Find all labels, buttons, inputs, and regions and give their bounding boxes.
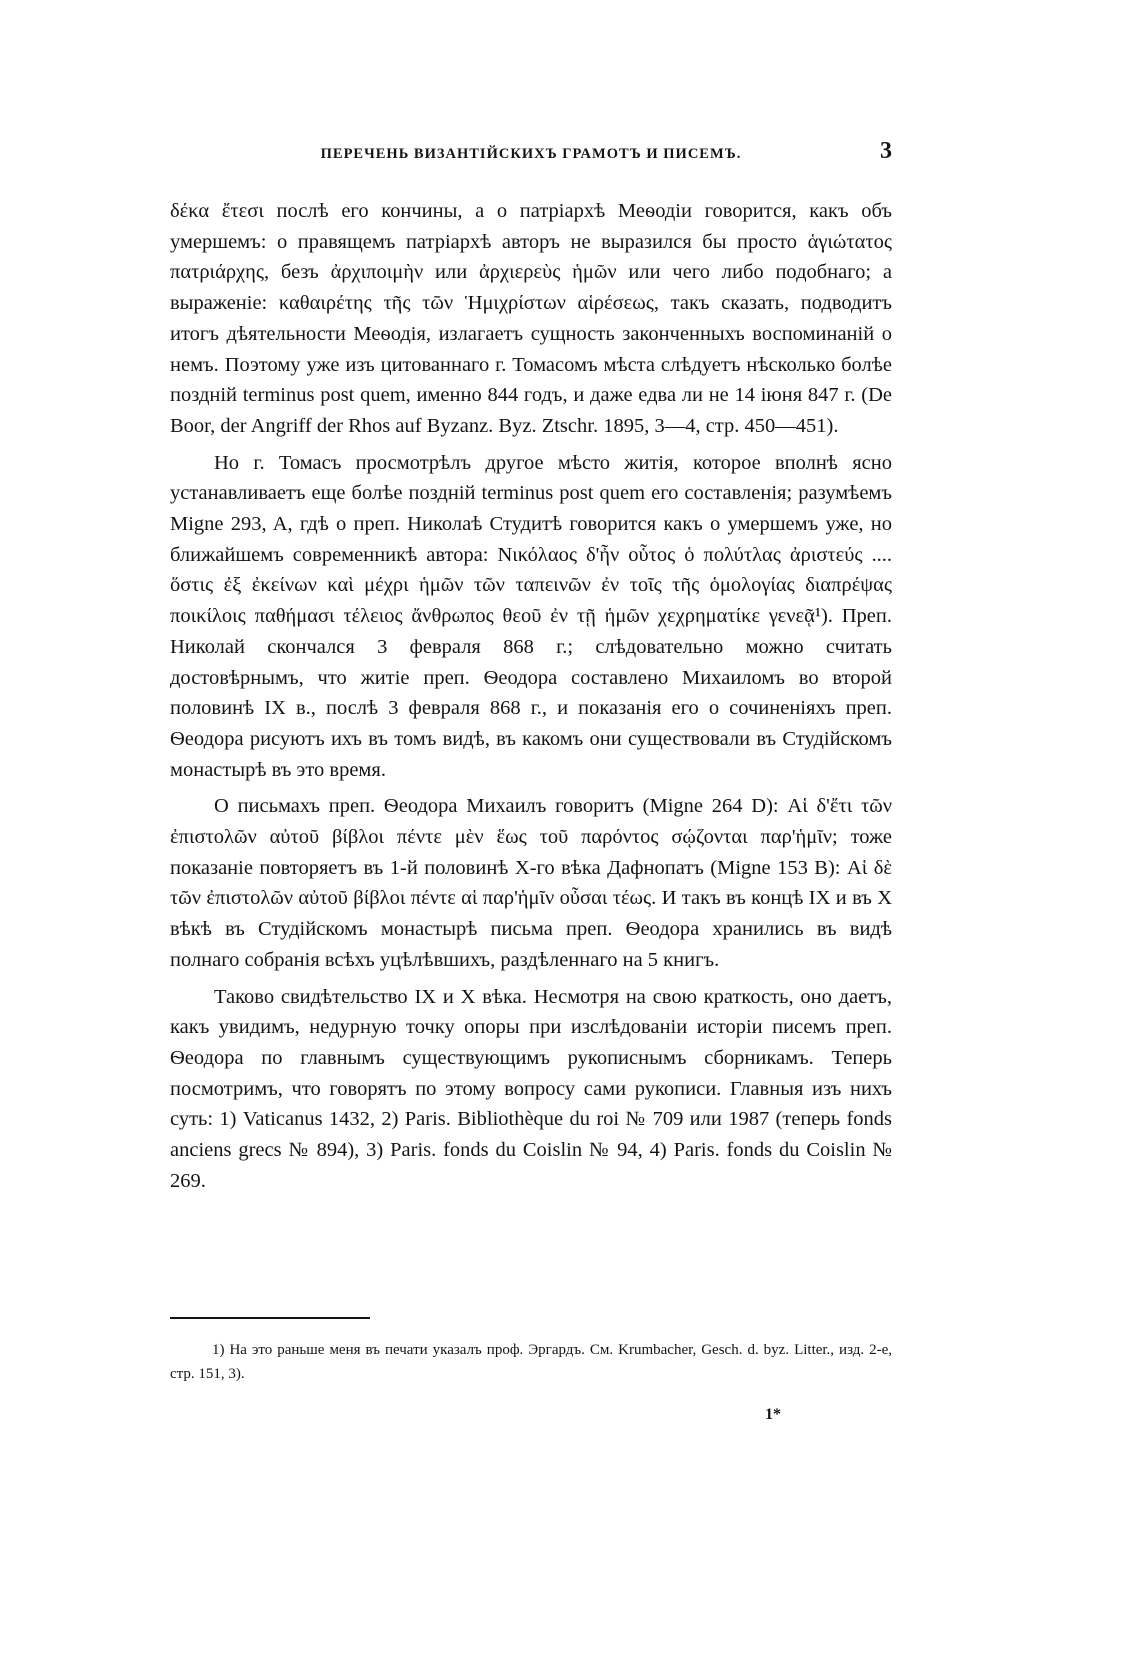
- running-head: [170, 138, 892, 168]
- paragraph-1: δέκα ἔτεσι послѣ его кончины, а о патріархѣ Меѳодіи говорится, какъ объ умершемъ: о правящемъ патріархѣ авторъ не выразился бы просто ἁγιώτατος πατριάρχης, безъ ἀρχιποιμὴν или ἀρχιερεὺς ἡμῶν или чего либо подобнаго; а выраженіе: καθαιρέτης τῆς τῶν Ἡμιχρίστων αἱρέσεως, такъ сказать, подводитъ итогъ дѣятельности Меѳодія, излагаетъ сущность законченныхъ воспоминаній о немъ. Поэтому уже изъ цитованнаго г. Томасомъ мѣста слѣдуетъ нѣсколько болѣе поздній terminus post quem, именно 844 годъ, и даже едва ли не 14 іюня 847 г. (De Boor, der Angriff der Rhos auf Byzanz. Byz. Ztschr. 1895, 3—4, стр. 450—451).: [170, 200, 892, 437]
- body-text: [170, 196, 892, 1197]
- footnote-divider: [170, 1317, 370, 1319]
- footnote: 1) На это раньше меня въ печати указалъ проф. Эргардъ. См. Krumbacher, Gesch. d. byz. Litter., изд. 2-е, стр. 151, 3).: [170, 1342, 892, 1382]
- paragraph-2: Но г. Томасъ просмотрѣлъ другое мѣсто житія, которое вполнѣ ясно устанавливаетъ еще болѣе поздній terminus post quem его составленія; разумѣемъ Migne 293, A, гдѣ о преп. Николаѣ Студитѣ говорится какъ о умершемъ уже, но ближайшемъ современникѣ автора: Νικόλαος δ'ἦν οὗτος ὁ πολύτλας ἀριστεύς .... ὅστις ἐξ ἐκείνων καὶ μέχρι ἡμῶν τῶν ταπεινῶν ἐν τοῖς τῆς ὁμολογίας διαπρέψας ποικίλοις παθήμασι τέλειος ἄνθρωπος θεοῦ ἐν τῇ ἡμῶν χεχρηματίκε γενεᾷ¹). Преп. Николай скончался 3 февраля 868 г.; слѣдовательно можно считать достовѣрнымъ, что житіе преп. Ѳеодора составлено Михаиломъ во второй половинѣ IX в., послѣ 3 февраля 868 г., и показанія его о сочиненіяхъ преп. Ѳеодора рисуютъ ихъ въ томъ видѣ, въ какомъ они существовали въ Студійскомъ монастырѣ въ это время.: [170, 451, 892, 781]
- paragraph-3: О письмахъ преп. Ѳеодора Михаилъ говоритъ (Migne 264 D): Αἱ δ'ἔτι τῶν ἐπιστολῶν αὐτοῦ βίβλοι πέντε μὲν ἕως τοῦ παρόντος σῴζονται παρ'ἡμῖν; тоже показаніе повторяетъ въ 1-й половинѣ X-го вѣка Дафнопатъ (Migne 153 B): Αἱ δὲ τῶν ἐπιστολῶν αὐτοῦ βίβλοι πέντε αἱ παρ'ἡμῖν οὖσαι τέως. И такъ въ концѣ IX и въ X вѣкѣ въ Студійскомъ монастырѣ письма преп. Ѳеодора хранились въ видѣ полнаго собранія всѣхъ уцѣлѣвшихъ, раздѣленнаго на 5 книгъ.: [170, 795, 892, 971]
- page-number: 3: [880, 138, 892, 164]
- running-title: ПЕРЕЧЕНЬ ВИЗАНТІЙСКИХЪ ГРАМОТЪ И ПИСЕМЪ.: [320, 146, 742, 162]
- signature-mark: 1*: [765, 1406, 781, 1423]
- paragraph-4: Таково свидѣтельство IX и X вѣка. Несмотря на свою краткость, оно даетъ, какъ увидимъ, недурную точку опоры при изслѣдованіи исторіи писемъ преп. Ѳеодора по главнымъ существующимъ рукописнымъ сборникамъ. Теперь посмотримъ, что говорятъ по этому вопросу сами рукописи. Главныя изъ нихъ суть: 1) Vaticanus 1432, 2) Paris. Bibliothèque du roi № 709 или 1987 (теперь fonds anciens grecs № 894), 3) Paris. fonds du Coislin № 94, 4) Paris. fonds du Coislin № 269.: [170, 985, 892, 1192]
